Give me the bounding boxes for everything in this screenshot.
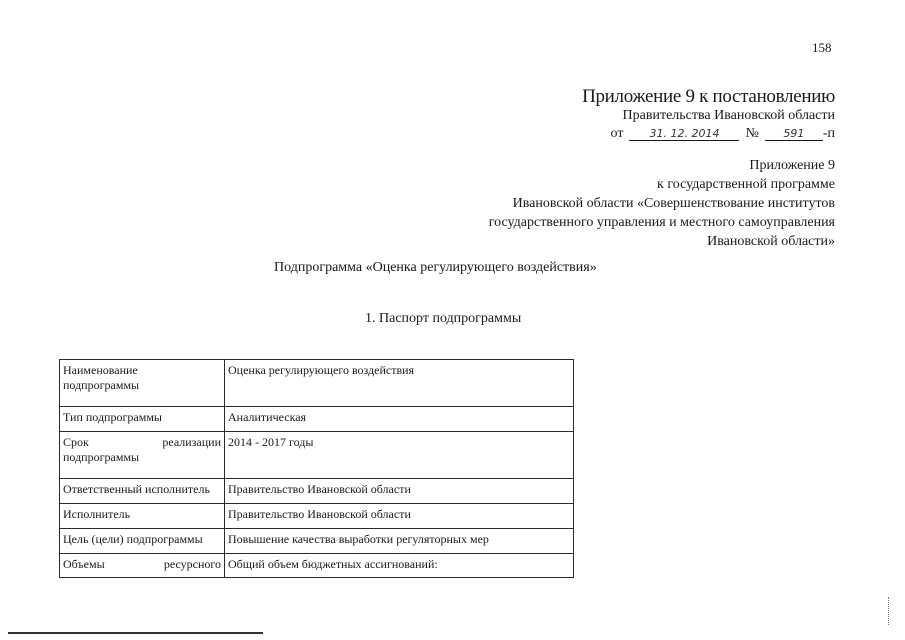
- row-value: Повышение качества выработки регуляторных мер: [225, 529, 574, 554]
- decree-from-label: от: [610, 126, 624, 141]
- appendix-block: [489, 156, 835, 251]
- appendix-line: к государственной программе: [657, 177, 835, 192]
- decree-heading: Приложение 9 к постановлению: [582, 86, 835, 107]
- bottom-rule: [8, 632, 263, 634]
- table-row: [60, 432, 574, 479]
- decree-number-suffix: -п: [822, 126, 835, 141]
- row-value: Общий объем бюджетных ассигнований:: [225, 554, 574, 578]
- decree-number: 591: [765, 127, 823, 141]
- row-label: Наименование подпрограммы: [60, 360, 225, 407]
- row-value: Правительство Ивановской области: [225, 479, 574, 504]
- subprogram-title: Подпрограмма «Оценка регулирующего воздействия»: [274, 260, 597, 275]
- page-number: 158: [812, 40, 832, 55]
- margin-mark: [888, 597, 890, 625]
- row-value: 2014 - 2017 годы: [225, 432, 574, 479]
- row-value: Аналитическая: [225, 407, 574, 432]
- row-label: Тип подпрограммы: [60, 407, 225, 432]
- row-label: Исполнитель: [60, 504, 225, 529]
- decree-reference: [611, 126, 835, 142]
- appendix-line: государственного управления и местного самоуправления: [488, 215, 835, 230]
- appendix-line: Ивановской области «Совершенствование институтов: [512, 196, 835, 211]
- table-row: [60, 554, 574, 578]
- row-label: Цель (цели) подпрограммы: [60, 529, 225, 554]
- table-row: [60, 479, 574, 504]
- row-label: Ответственный исполнитель: [60, 479, 225, 504]
- appendix-line: Приложение 9: [749, 158, 835, 173]
- row-label: Срок реализации подпрограммы: [60, 432, 225, 479]
- row-value: Правительство Ивановской области: [225, 504, 574, 529]
- table-row: [60, 504, 574, 529]
- appendix-line: Ивановской области»: [707, 234, 835, 249]
- table-row: [60, 529, 574, 554]
- decree-government: Правительства Ивановской области: [622, 108, 835, 123]
- row-label: Объемы ресурсного: [60, 554, 225, 578]
- table-row: [60, 407, 574, 432]
- row-value: Оценка регулирующего воздействия: [225, 360, 574, 407]
- table-row: [60, 360, 574, 407]
- section-title: 1. Паспорт подпрограммы: [365, 311, 522, 326]
- decree-date: 31. 12. 2014: [629, 127, 739, 141]
- passport-table: [59, 359, 574, 578]
- decree-number-label: №: [745, 126, 759, 141]
